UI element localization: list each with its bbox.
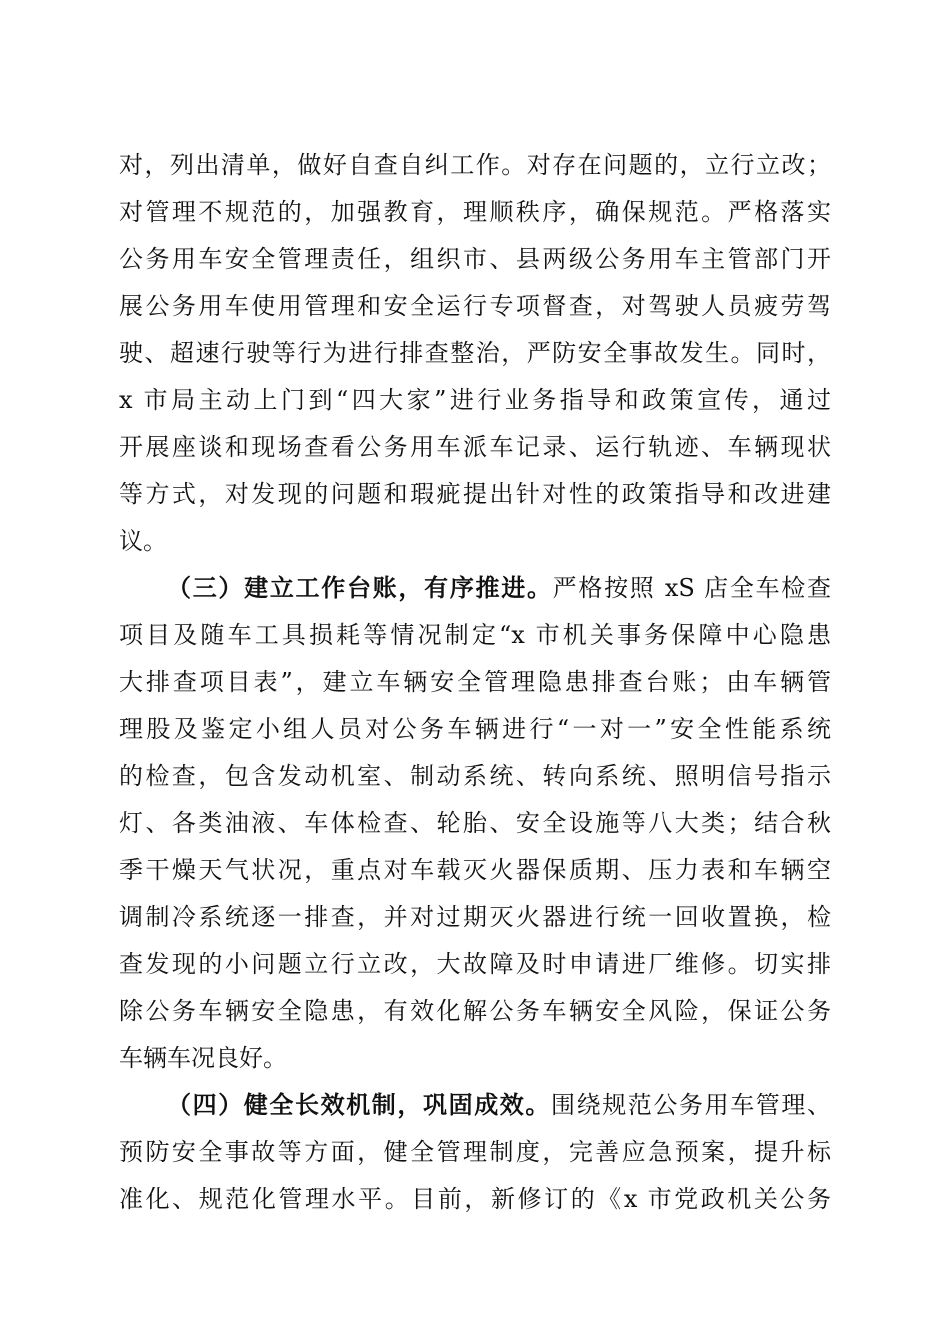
paragraph-2-line-10: 除公务车辆安全隐患，有效化解公务车辆安全风险，保证公务	[119, 997, 831, 1025]
paragraph-2-line-3: 大排查项目表”，建立车辆安全管理隐患排查台账；由车辆管	[119, 668, 831, 696]
paragraph-2-heading: （三）建立工作台账，有序推进。	[167, 573, 553, 602]
paragraph-1-line-8: 等方式，对发现的问题和瑕疵提出针对性的政策指导和改进建	[119, 480, 831, 508]
paragraph-2-line-7: 季干燥天气状况，重点对车载灭火器保质期、压力表和车辆空	[119, 856, 831, 884]
paragraph-3-heading: （四）健全长效机制，巩固成效。	[167, 1090, 551, 1119]
paragraph-2-first-line-text: 严格按照 xS 店全车检查	[552, 574, 832, 602]
paragraph-3-first-line-text: 围绕规范公务用车管理、	[551, 1091, 831, 1119]
paragraph-3-line-3: 准化、规范化管理水平。目前，新修订的《x 市党政机关公务	[119, 1185, 831, 1213]
paragraph-1-line-9: 议。	[119, 527, 167, 555]
paragraph-2-line-9: 查发现的小问题立行立改，大故障及时申请进厂维修。切实排	[119, 950, 831, 978]
paragraph-2-line-11: 车辆车况良好。	[119, 1044, 287, 1072]
paragraph-2-line-2: 项目及随车工具损耗等情况制定“x 市机关事务保障中心隐患	[119, 621, 831, 649]
paragraph-1-line-4: 展公务用车使用管理和安全运行专项督查，对驾驶人员疲劳驾	[119, 292, 831, 320]
paragraph-2-line-5: 的检查，包含发动机室、制动系统、转向系统、照明信号指示	[119, 762, 831, 790]
paragraph-1-line-7: 开展座谈和现场查看公务用车派车记录、运行轨迹、车辆现状	[119, 433, 831, 461]
paragraph-1-line-6: x 市局主动上门到“四大家”进行业务指导和政策宣传，通过	[119, 386, 831, 414]
paragraph-2-line-6: 灯、各类油液、车体检查、轮胎、安全设施等八大类；结合秋	[119, 809, 831, 837]
paragraph-1-line-1: 对，列出清单，做好自查自纠工作。对存在问题的，立行立改；	[119, 151, 831, 179]
paragraph-2-first-line	[167, 568, 831, 608]
paragraph-3-first-line	[167, 1085, 831, 1125]
paragraph-3-line-2: 预防安全事故等方面，健全管理制度，完善应急预案，提升标	[119, 1138, 831, 1166]
paragraph-1-line-2: 对管理不规范的，加强教育，理顺秩序，确保规范。严格落实	[119, 198, 831, 226]
paragraph-2-line-4: 理股及鉴定小组人员对公务车辆进行“一对一”安全性能系统	[119, 715, 831, 743]
paragraph-1-line-3: 公务用车安全管理责任，组织市、县两级公务用车主管部门开	[119, 245, 831, 273]
paragraph-1-line-5: 驶、超速行驶等行为进行排查整治，严防安全事故发生。同时，	[119, 339, 831, 367]
paragraph-2-line-8: 调制冷系统逐一排查，并对过期灭火器进行统一回收置换，检	[119, 903, 831, 931]
